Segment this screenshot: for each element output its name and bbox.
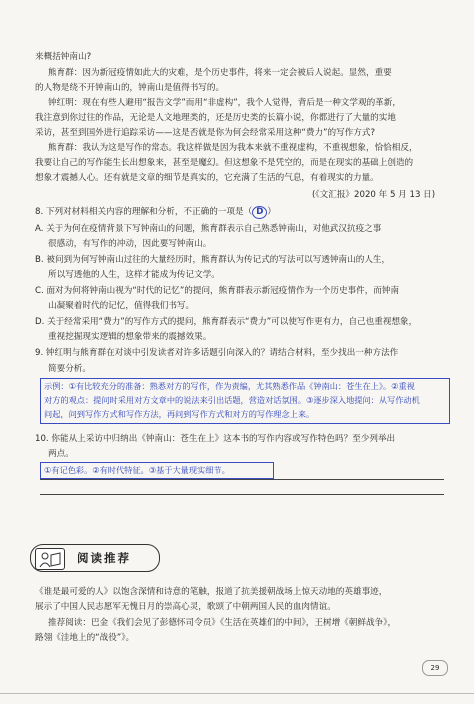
q8-option-d-l1: D. 关于经常采用“费力”的写作方式的提问，熊育群表示“费力”可以使写作更有力，自己也重视想象， <box>35 317 418 327</box>
q8-stem-text: 8. 下列对材料相关内容的理解和分析，不正确的一项是（ <box>35 207 253 217</box>
interview-p2-l1: 钟红明：现在有些人避用“报告文学”而用“非虚构”，我个人觉得，背后是一种文学观的革新， <box>48 98 401 108</box>
q9-stem-l2: 简要分析。 <box>48 364 91 374</box>
page-number: 29 <box>422 660 448 676</box>
recommend-l1: 推荐阅读：巴金《我们会见了彭德怀司令员》《生活在英雄们的中间》，王树增《朝鲜战争》， <box>48 618 397 628</box>
q8-stem <box>35 205 276 219</box>
q8-stem-end: ） <box>267 207 276 217</box>
interview-p3-l3: 想象才震撼人心。还有就是文章的细节是真实的，它充满了生活的气息，有着现实的力量。 <box>35 173 379 183</box>
q10-stem-l2: 两点。 <box>48 449 74 459</box>
q8-option-d-l2: 重视挖掘现实逻辑的想象带来的震撼效果。 <box>48 332 212 342</box>
answer-line-1 <box>40 479 444 480</box>
q8-option-c-l2: 山凝聚着时代的记忆，值得我们书写。 <box>48 301 195 311</box>
interview-p3-l1: 熊育群：我认为这是写作的常态。我这样做是因为我本来就不重视虚构，不重视想象，恰恰相反， <box>48 143 418 153</box>
interview-p3-l2: 我要让自己的写作能生长出想象来，甚至是魔幻。但这想象不是凭空的，而是在现实的基础上创造的 <box>35 158 414 168</box>
source-citation: (《文汇报》2020 年 5 月 13 日) <box>312 190 436 200</box>
reading-paragraph-l2: 展示了中国人民志愿军无愧日月的崇高心灵，歌颂了中朝两国人民的血肉情谊。 <box>35 602 336 612</box>
book-reader-icon <box>35 548 65 570</box>
interview-p2-l2: 我注意到你过往的作品，无论是人文地理类的，还是历史类的长篇小说，你都进行了大量的实地 <box>35 113 396 123</box>
q8-answer: D <box>252 206 267 219</box>
q8-option-b-l1: B. 被问到为何写钟南山过往的大量经历时，熊育群认为传记式的写法可以写透钟南山的人生， <box>35 255 391 265</box>
reading-section-title: 阅读推荐 <box>77 551 131 565</box>
q8-option-b-l2: 所以写透他的人生，这样才能成为传记文学。 <box>48 270 220 280</box>
interview-p1-l1: 熊育群：因为新冠疫情如此大的灾难，是个历史事件，将来一定会被后人说起。显然，重要 <box>48 68 392 78</box>
book-reader-svg <box>36 549 64 569</box>
intro-line: 来概括钟南山? <box>35 52 92 62</box>
q9-stem-l1: 9. 钟红明与熊育群在对谈中引发读者对许多话题引向深入的？请结合材料，至少找出一种方法作 <box>35 348 399 358</box>
q9-answer-l2: 对方的观点：提问时采用对方文章中的说法来引出话题，营造对话氛围。③逐步深入地提问：从写作动机 <box>44 395 420 405</box>
q8-option-a-l2: 很感动，有写作的冲动，因此要写钟南山。 <box>48 239 212 249</box>
interview-p2-l3: 采访，甚至到国外进行追踪采访——这是否就是你为何会经常采用这种“费力”的写作方式? <box>35 128 376 138</box>
q9-answer-l3: 问起，问到写作方式和写作方法，再问到写作方式和对方的写作理念上来。 <box>44 409 315 419</box>
reading-paragraph-l1: 《谁是最可爱的人》以饱含深情和诗意的笔触，报道了抗美援朝战场上惊天动地的英雄事迹， <box>35 587 388 597</box>
q8-option-c-l1: C. 面对为何将钟南山视为“时代的记忆”的提问，熊育群表示新冠疫情作为一个历史事件，而钟南 <box>35 286 400 296</box>
q10-answer: ①有记色彩。②有时代特征。③基于大量现实细节。 <box>44 465 230 475</box>
page-bottom-edge <box>0 693 474 694</box>
interview-p1-l2: 的人物是绕不开钟南山的，钟南山是值得书写的。 <box>35 83 225 93</box>
q10-stem-l1: 10. 你能从上采访中归纳出《钟南山：苍生在上》这本书的写作内容或写作特色吗？至少列举出 <box>35 434 396 444</box>
reading-section-badge <box>30 544 160 572</box>
q8-option-a-l1: A. 关于为何在疫情背景下写钟南山的问题，熊育群表示自己熟悉钟南山，对他武汉抗疫之事 <box>35 224 382 234</box>
answer-line-2 <box>40 494 444 495</box>
recommend-l2: 路翎《洼地上的“战役”》。 <box>35 633 135 643</box>
q9-answer-l1: 示例：①有比较充分的准备：熟悉对方的写作，作为责编，尤其熟悉作品《钟南山：苍生在上》。②重视 <box>44 381 415 391</box>
